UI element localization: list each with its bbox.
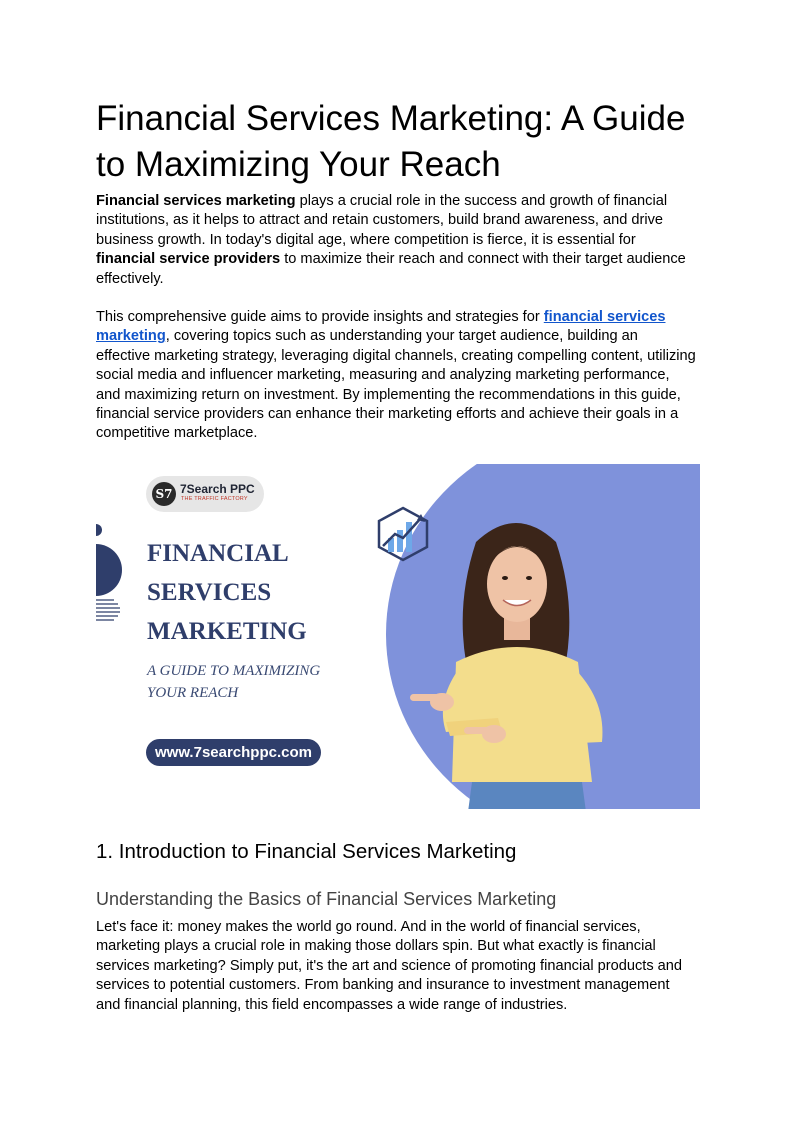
banner-subtitle xyxy=(147,660,397,704)
brand-badge xyxy=(146,476,264,512)
intro-paragraph xyxy=(96,192,696,289)
banner-title-line: MARKETING xyxy=(147,618,307,645)
intro-bold-2: financial service providers xyxy=(96,251,281,268)
banner-subtitle-line: A GUIDE TO MAXIMIZING xyxy=(147,663,321,679)
banner-image xyxy=(96,464,700,809)
intro-text-1: plays a crucial role in the success and growth of financial institutions, as it helps to attract and retain customers, build brand awareness, and drive business growth. In today's digital age, where competition is fierce, it is essential for xyxy=(96,193,668,248)
guide-paragraph xyxy=(96,308,696,444)
brand-tagline: THE TRAFFIC FACTORY xyxy=(181,496,248,502)
banner-url: www.7searchppc.com xyxy=(146,739,321,766)
brand-name: 7Search PPC xyxy=(180,482,255,496)
guide-text-2: , covering topics such as understanding your target audience, building an effective marketing strategy, leveraging digital channels, creating compelling content, utilizing social media and influencer marketing, measuring and analyzing marketing performance, and maximizing return on investment. By implementing the recommendations in this guide, financial service providers can enhance their marketing efforts and achieve their goals in a competitive marketplace. xyxy=(96,328,696,442)
banner-subtitle-line: YOUR REACH xyxy=(147,685,239,701)
decorative-shapes xyxy=(96,522,126,622)
section-subheading: Understanding the Basics of Financial Services Marketing xyxy=(96,889,557,909)
banner-title xyxy=(147,534,407,651)
brand-logo-icon: S7 xyxy=(152,482,176,506)
woman-pointing-photo xyxy=(406,512,636,809)
page-title: Financial Services Marketing: A Guide to Maximizing Your Reach xyxy=(96,99,686,184)
guide-text-1: This comprehensive guide aims to provide insights and strategies for xyxy=(96,309,544,325)
banner-title-line: SERVICES xyxy=(147,579,272,606)
financial-services-marketing-link[interactable]: financial services marketing xyxy=(96,309,666,345)
section-heading: 1. Introduction to Financial Services Marketing xyxy=(96,840,517,863)
intro-bold-1: Financial services marketing xyxy=(96,193,296,209)
intro-text-2: to maximize their reach and connect with their target audience effectively. xyxy=(96,251,686,287)
banner-title-line: FINANCIAL xyxy=(147,540,289,567)
section-paragraph: Let's face it: money makes the world go round. And in the world of financial services, marketing plays a crucial role in making those dollars spin. But what exactly is financial services marketing? Simply put, it's the art and science of promoting financial products and services to potential customers. From banking and insurance to investment management and financial planning, this field encompasses a wide range of industries. xyxy=(96,919,683,1013)
